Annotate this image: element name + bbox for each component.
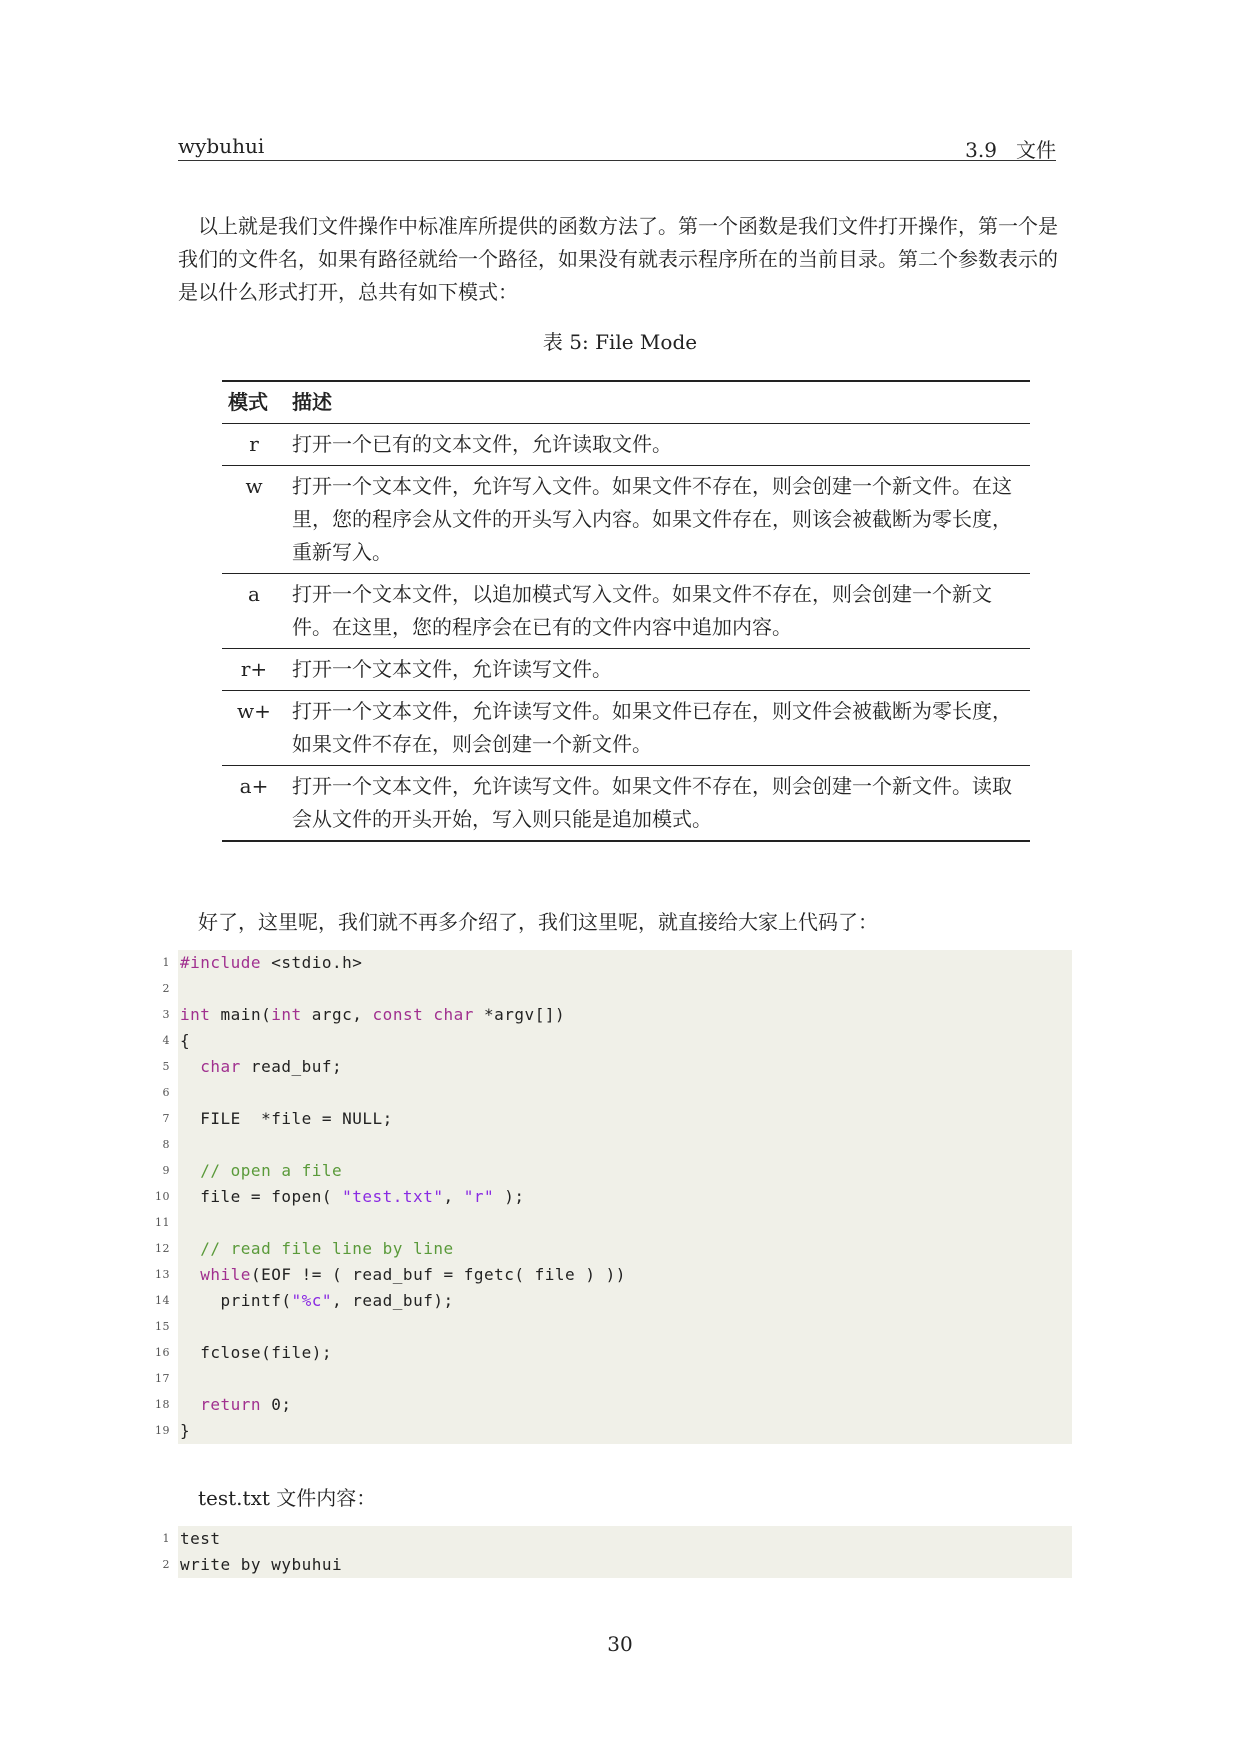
code-token: , bbox=[443, 1187, 464, 1206]
code-keyword: char bbox=[433, 1005, 474, 1024]
code-text bbox=[178, 953, 362, 972]
code-line bbox=[155, 1366, 1072, 1392]
line-number: 3 bbox=[162, 1008, 170, 1021]
line-number: 18 bbox=[155, 1398, 170, 1411]
intro-paragraph: 以上就是我们文件操作中标准库所提供的函数方法了。第一个函数是我们文件打开操作，第一个是我们的文件名，如果有路径就给一个路径，如果没有就表示程序所在的当前目录。第二个参数表示的是以什么形式打开，总共有如下模式： bbox=[178, 214, 1058, 304]
code-text: test bbox=[180, 1529, 221, 1548]
code-line bbox=[155, 1392, 1072, 1418]
code-line bbox=[162, 1158, 1072, 1184]
line-number: 12 bbox=[155, 1242, 170, 1255]
table-row bbox=[222, 649, 1030, 691]
code-token: file = fopen( bbox=[180, 1187, 343, 1206]
line-number: 14 bbox=[155, 1294, 170, 1307]
line-number: 7 bbox=[162, 1112, 170, 1125]
code-line bbox=[162, 976, 1072, 1002]
code-line bbox=[162, 1054, 1072, 1080]
desc-cell: 打开一个文本文件，允许读写文件。 bbox=[292, 657, 612, 681]
code-listing-file bbox=[162, 1526, 1072, 1578]
code-keyword: while bbox=[200, 1265, 251, 1284]
code-text bbox=[178, 1187, 525, 1206]
line-number: 10 bbox=[155, 1190, 170, 1203]
code-comment: // open a file bbox=[180, 1161, 343, 1180]
code-text bbox=[178, 1395, 291, 1414]
code-text bbox=[178, 1291, 454, 1310]
code-token: , read_buf); bbox=[332, 1291, 454, 1310]
code-string: "%c" bbox=[291, 1291, 332, 1310]
mode-cell: w+ bbox=[237, 699, 271, 723]
code-token bbox=[423, 1005, 433, 1024]
code-line bbox=[162, 1080, 1072, 1106]
code-line bbox=[162, 1526, 1072, 1552]
code-token: read_buf; bbox=[240, 1057, 343, 1076]
desc-cell: 打开一个文本文件，允许读写文件。如果文件不存在，则会创建一个新文件。读取会从文件的开头开始，写入则只能是追加模式。 bbox=[292, 774, 1012, 831]
code-indent bbox=[180, 1265, 200, 1284]
line-number: 4 bbox=[162, 1034, 170, 1047]
table-row bbox=[222, 691, 1030, 766]
table-row bbox=[222, 574, 1030, 649]
mode-cell: r bbox=[249, 432, 259, 456]
code-token: 0; bbox=[261, 1395, 292, 1414]
header-mode: 模式 bbox=[228, 390, 268, 414]
code-token: (EOF != ( read_buf = fgetc( file ) )) bbox=[250, 1265, 626, 1284]
code-keyword: int bbox=[180, 1005, 211, 1024]
line-number: 5 bbox=[162, 1060, 170, 1073]
line-number: 17 bbox=[155, 1372, 170, 1385]
mode-cell: a+ bbox=[239, 774, 269, 798]
code-indent bbox=[180, 1057, 200, 1076]
code-text bbox=[178, 1057, 342, 1076]
code-token: main( bbox=[210, 1005, 272, 1024]
line-number: 13 bbox=[155, 1268, 170, 1281]
table-row bbox=[222, 466, 1030, 574]
code-line bbox=[162, 1106, 1072, 1132]
header-section bbox=[965, 134, 1056, 163]
code-text: fclose(file); bbox=[180, 1343, 332, 1362]
code-token: <stdio.h> bbox=[261, 953, 363, 972]
line-number: 8 bbox=[162, 1138, 170, 1151]
code-text: { bbox=[180, 1031, 191, 1050]
desc-cell: 打开一个文本文件，以追加模式写入文件。如果文件不存在，则会创建一个新文件。在这里，您的程序会在已有的文件内容中追加内容。 bbox=[292, 582, 992, 639]
mode-cell: a bbox=[248, 582, 260, 606]
line-number: 11 bbox=[155, 1216, 170, 1229]
line-number: 2 bbox=[162, 1558, 170, 1571]
mode-cell: r+ bbox=[240, 657, 268, 681]
code-line bbox=[155, 1340, 1072, 1366]
code-comment: // read file line by line bbox=[180, 1239, 454, 1258]
code-token: ); bbox=[494, 1187, 525, 1206]
table-caption: 表 5: File Mode bbox=[542, 330, 698, 354]
line-number: 2 bbox=[162, 982, 170, 995]
code-line bbox=[155, 1184, 1072, 1210]
code-keyword: char bbox=[200, 1057, 241, 1076]
line-number: 16 bbox=[155, 1346, 170, 1359]
code-string: "test.txt" bbox=[342, 1187, 444, 1206]
code-line bbox=[155, 1288, 1072, 1314]
code-line bbox=[155, 1210, 1072, 1236]
desc-cell: 打开一个已有的文本文件，允许读取文件。 bbox=[292, 432, 672, 456]
code-intro-paragraph: 好了，这里呢，我们就不再多介绍了，我们这里呢，就直接给大家上代码了： bbox=[198, 910, 878, 934]
code-indent bbox=[180, 1395, 200, 1414]
code-text: FILE *file = NULL; bbox=[180, 1109, 393, 1128]
code-line bbox=[162, 1552, 1072, 1578]
code-keyword: const bbox=[372, 1005, 424, 1024]
code-token: printf( bbox=[180, 1291, 292, 1310]
table-row bbox=[222, 424, 1030, 466]
line-number: 1 bbox=[162, 1532, 170, 1545]
code-keyword: int bbox=[271, 1005, 302, 1024]
line-number: 19 bbox=[155, 1424, 170, 1437]
code-line bbox=[155, 1314, 1072, 1340]
code-listing-main bbox=[155, 950, 1072, 1444]
code-line bbox=[162, 1028, 1072, 1054]
code-line bbox=[155, 1236, 1072, 1262]
header-author: wybuhui bbox=[178, 134, 265, 158]
file-mode-table bbox=[222, 380, 1030, 842]
code-line bbox=[162, 1002, 1072, 1028]
code-token: *argv[]) bbox=[473, 1005, 566, 1024]
header-section-number: 3.9 bbox=[965, 138, 997, 162]
code-text bbox=[178, 1005, 565, 1024]
file-content-paragraph: test.txt 文件内容： bbox=[198, 1486, 377, 1510]
desc-cell: 打开一个文本文件，允许读写文件。如果文件已存在，则文件会被截断为零长度，如果文件不存在，则会创建一个新文件。 bbox=[292, 699, 1012, 756]
code-string: "r" bbox=[463, 1187, 495, 1206]
code-text: } bbox=[180, 1421, 191, 1440]
code-line bbox=[162, 950, 1072, 976]
header-desc: 描述 bbox=[292, 390, 332, 414]
desc-cell: 打开一个文本文件，允许写入文件。如果文件不存在，则会创建一个新文件。在这里，您的程序会从文件的开头写入内容。如果文件存在，则该会被截断为零长度，重新写入。 bbox=[292, 474, 1012, 564]
code-text: write by wybuhui bbox=[180, 1555, 343, 1574]
code-token: argc, bbox=[301, 1005, 373, 1024]
table-row bbox=[222, 766, 1030, 842]
line-number: 1 bbox=[162, 956, 170, 969]
table-header-row bbox=[222, 381, 1030, 424]
line-number: 9 bbox=[162, 1164, 170, 1177]
page-number: 30 bbox=[607, 1632, 633, 1656]
line-number: 6 bbox=[162, 1086, 170, 1099]
header-section-title: 文件 bbox=[1016, 138, 1056, 162]
code-keyword: return bbox=[200, 1395, 262, 1414]
code-line bbox=[155, 1262, 1072, 1288]
mode-cell: w bbox=[245, 474, 263, 498]
line-number: 15 bbox=[155, 1320, 170, 1333]
code-keyword: #include bbox=[180, 953, 262, 972]
code-line bbox=[162, 1132, 1072, 1158]
code-text bbox=[178, 1265, 626, 1284]
page-header bbox=[178, 132, 1056, 161]
code-line bbox=[155, 1418, 1072, 1444]
